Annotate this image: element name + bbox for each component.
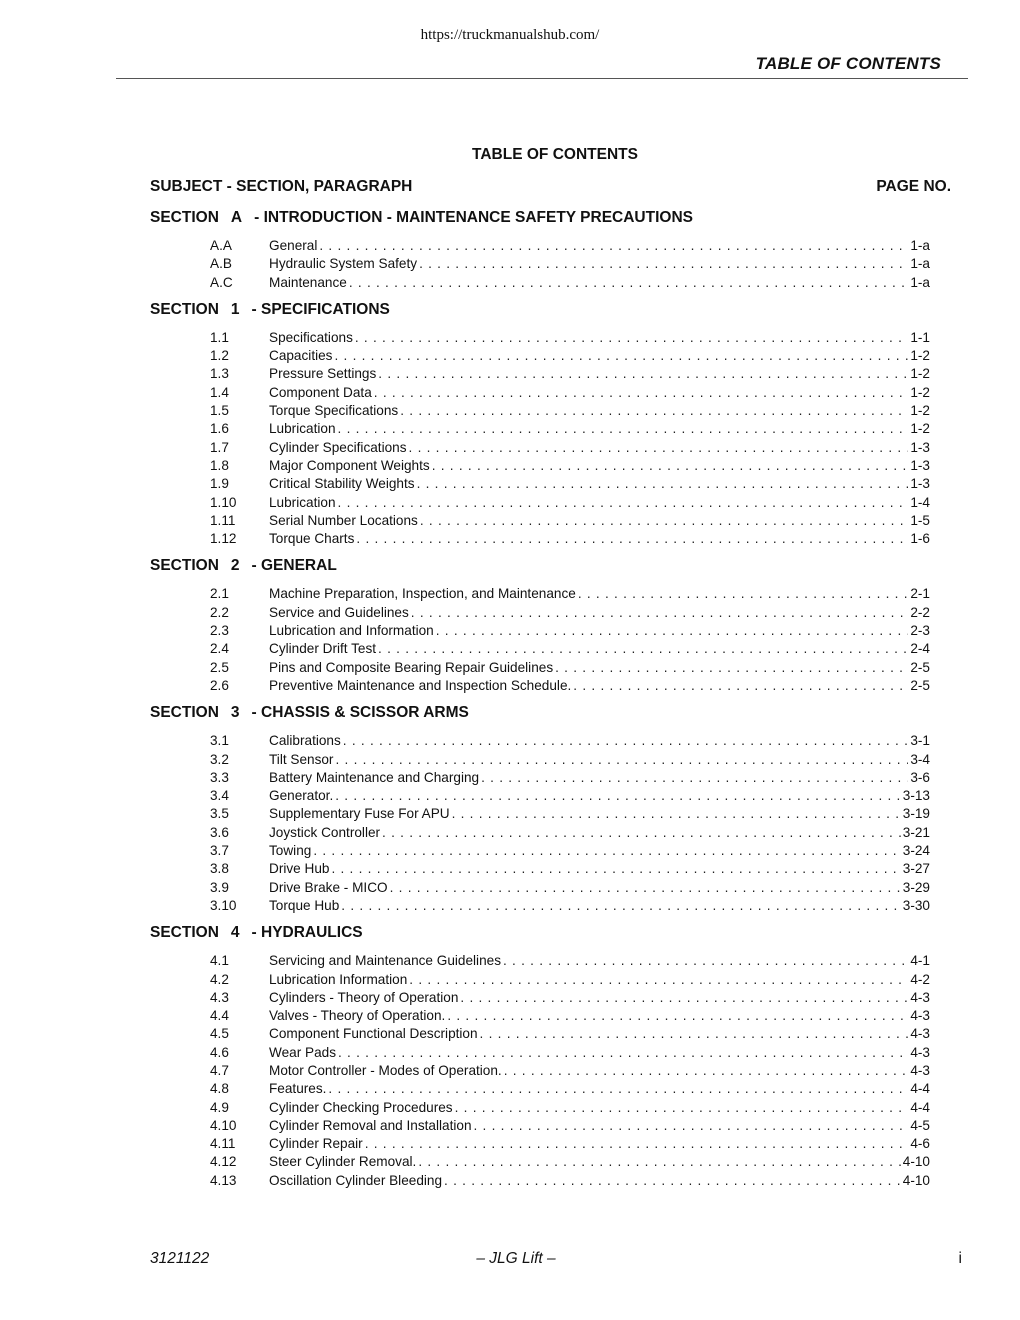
dot-leader (378, 640, 908, 658)
entry-title: Oscillation Cylinder Bleeding (269, 1172, 443, 1188)
dot-leader (503, 952, 908, 970)
entry-title: Cylinder Repair (269, 1136, 363, 1152)
entry-title: Drive Hub (269, 861, 330, 877)
entry-number: A.C (210, 274, 233, 290)
section-id: 3 (230, 704, 240, 722)
entry-title: Lubrication and Information (269, 623, 434, 639)
entry-title: Drive Brake - MICO (269, 879, 388, 895)
entry-title: Cylinders - Theory of Operation (269, 989, 459, 1005)
entry-number: 3.1 (210, 733, 229, 749)
entry-number: 4.7 (210, 1062, 229, 1078)
entry-number: 3.9 (210, 879, 229, 895)
entry-page-number: 3-24 (902, 843, 930, 859)
entry-number: 3.4 (210, 788, 229, 804)
entry-number: 3.2 (210, 751, 229, 767)
entry-page-number: 4-1 (910, 953, 930, 969)
subject-column-heading: SUBJECT - SECTION, PARAGRAPH (150, 178, 413, 195)
dot-leader (378, 365, 908, 383)
entry-page-number: 1-3 (910, 457, 930, 473)
toc-entry[interactable] (150, 860, 930, 878)
section-label: SECTION (150, 209, 219, 226)
toc-entry[interactable] (150, 1062, 930, 1080)
entry-title: Serial Number Locations (269, 512, 418, 528)
section-id: 4 (230, 924, 240, 942)
entry-title: Preventive Maintenance and Inspection Schedule. (269, 677, 572, 693)
entry-number: 1.11 (210, 512, 236, 528)
entry-page-number: 4-4 (910, 1099, 930, 1115)
entry-page-number: 3-6 (910, 769, 930, 785)
entry-page-number: 4-3 (910, 1008, 930, 1024)
dot-leader (382, 824, 901, 842)
toc-entry[interactable] (150, 1117, 930, 1135)
toc-entry[interactable] (150, 805, 930, 823)
toc-entry[interactable] (150, 677, 930, 695)
dot-leader (411, 604, 909, 622)
entry-number: 1.4 (210, 384, 229, 400)
dot-leader (343, 732, 909, 750)
toc-entry[interactable] (150, 897, 930, 915)
entry-page-number: 3-29 (902, 879, 930, 895)
entry-title: Machine Preparation, Inspection, and Maintenance (269, 586, 576, 602)
entry-page-number: 1-4 (910, 494, 930, 510)
entry-title: General (269, 238, 318, 253)
entry-number: 3.7 (210, 843, 229, 859)
section-label: SECTION (150, 557, 219, 575)
header-divider (116, 78, 968, 79)
toc-entry[interactable] (150, 274, 930, 292)
dot-leader (455, 1099, 909, 1117)
entry-page-number: 4-3 (910, 1062, 930, 1078)
entry-title: Pressure Settings (269, 366, 377, 382)
entry-number: 3.3 (210, 769, 229, 785)
section-heading[interactable] (150, 556, 930, 576)
entry-page-number: 1-5 (910, 512, 930, 528)
entry-title: Major Component Weights (269, 457, 430, 473)
dot-leader (349, 274, 909, 292)
section-title: - GENERAL (251, 557, 337, 575)
entry-number: 1.1 (210, 329, 229, 345)
entry-page-number: 2-2 (910, 604, 930, 620)
entry-number: 1.10 (210, 494, 237, 510)
toc-entry[interactable] (150, 1099, 930, 1117)
toc-entry[interactable] (150, 420, 930, 438)
entry-page-number: 4-3 (910, 989, 930, 1005)
dot-leader (474, 1117, 909, 1135)
toc-section (150, 556, 930, 695)
entry-number: 1.7 (210, 439, 229, 455)
entry-page-number: 1-3 (910, 476, 930, 492)
entry-title: Component Data (269, 384, 372, 400)
dot-leader (409, 439, 909, 457)
toc-entry[interactable] (150, 971, 930, 989)
entry-page-number: 4-5 (910, 1117, 930, 1133)
toc-entry[interactable] (150, 494, 930, 512)
entry-title: Towing (269, 843, 312, 859)
entry-number: 2.5 (210, 659, 229, 675)
entry-title: Capacities (269, 348, 333, 364)
entry-number: 4.1 (210, 953, 229, 969)
entry-title: Supplementary Fuse For APU (269, 806, 450, 822)
section-label: SECTION (150, 704, 219, 722)
toc-entry[interactable] (150, 659, 930, 677)
dot-leader (436, 622, 909, 640)
dot-leader (447, 1007, 908, 1025)
dot-leader (356, 530, 908, 548)
dot-leader (400, 402, 908, 420)
toc-entry[interactable] (150, 237, 930, 255)
entry-page-number: 3-13 (902, 788, 930, 804)
dot-leader (334, 347, 908, 365)
entry-number: 3.5 (210, 806, 229, 822)
section-heading[interactable] (150, 703, 930, 723)
entry-page-number: 2-3 (910, 623, 930, 639)
toc-entry[interactable] (150, 879, 930, 897)
section-id: 1 (230, 300, 240, 318)
toc-section (150, 208, 930, 292)
toc-entry[interactable] (150, 329, 930, 347)
dot-leader (452, 805, 901, 823)
entry-page-number: 3-4 (910, 751, 930, 767)
toc-entry[interactable] (150, 365, 930, 383)
entry-title: Steer Cylinder Removal. (269, 1154, 417, 1170)
entry-page-number: 1-2 (910, 403, 930, 419)
entry-number: 1.3 (210, 366, 229, 382)
dot-leader (444, 1172, 901, 1190)
entry-number: 1.5 (210, 403, 229, 419)
entry-number: 1.9 (210, 476, 229, 492)
dot-leader (419, 255, 908, 273)
entry-page-number: 4-2 (910, 971, 930, 987)
toc-entry[interactable] (150, 751, 930, 769)
column-headings (150, 178, 951, 196)
entry-number: A.B (210, 256, 232, 272)
dot-leader (480, 1025, 909, 1043)
entry-page-number: 3-1 (910, 733, 930, 749)
table-of-contents (150, 208, 930, 1198)
entry-page-number: 2-5 (910, 659, 930, 675)
dot-leader (313, 842, 900, 860)
entry-page-number: 4-6 (910, 1136, 930, 1152)
toc-section (150, 703, 930, 915)
toc-entry[interactable] (150, 1172, 930, 1190)
toc-entry[interactable] (150, 512, 930, 530)
dot-leader (460, 989, 908, 1007)
entry-page-number: 1-2 (910, 421, 930, 437)
entry-number: 4.13 (210, 1172, 237, 1188)
entry-title: Lubrication Information (269, 971, 408, 987)
entry-number: 3.8 (210, 861, 229, 877)
entry-title: Critical Stability Weights (269, 476, 415, 492)
entry-number: 1.6 (210, 421, 229, 437)
entry-title: Cylinder Checking Procedures (269, 1099, 453, 1115)
dot-leader (338, 494, 909, 512)
toc-entry[interactable] (150, 640, 930, 658)
entry-page-number: 4-10 (902, 1154, 930, 1170)
entry-title: Tilt Sensor (269, 751, 334, 767)
toc-entry[interactable] (150, 402, 930, 420)
toc-entry[interactable] (150, 255, 930, 273)
page-number-column-heading: PAGE NO. (876, 178, 951, 195)
entry-number: 4.12 (210, 1154, 237, 1170)
entry-page-number: 1-3 (910, 439, 930, 455)
section-title: - CHASSIS & SCISSOR ARMS (251, 704, 469, 722)
entry-page-number: 1-1 (910, 329, 930, 345)
entry-page-number: 2-1 (910, 586, 930, 602)
entry-title: Servicing and Maintenance Guidelines (269, 953, 501, 969)
entry-title: Wear Pads (269, 1044, 336, 1060)
entry-page-number: 3-21 (902, 824, 930, 840)
dot-leader (374, 384, 909, 402)
dot-leader (481, 769, 908, 787)
toc-entry[interactable] (150, 1153, 930, 1171)
entry-number: 4.10 (210, 1117, 237, 1133)
toc-entry[interactable] (150, 439, 930, 457)
dot-leader (331, 860, 900, 878)
dot-leader (338, 420, 909, 438)
dot-leader (338, 1044, 908, 1062)
dot-leader (418, 1153, 900, 1171)
entry-number: 4.9 (210, 1099, 229, 1115)
entry-title: Torque Charts (269, 531, 355, 547)
entry-page-number: 1-2 (910, 366, 930, 382)
dot-leader (319, 237, 908, 255)
footer-publisher: – JLG Lift – (476, 1250, 556, 1267)
dot-leader (578, 585, 909, 603)
dot-leader (420, 512, 908, 530)
entry-page-number: 4-10 (902, 1172, 930, 1188)
entry-page-number: 1-a (910, 238, 930, 253)
toc-entry[interactable] (150, 824, 930, 842)
toc-section (150, 923, 930, 1190)
entry-number: 2.1 (210, 586, 229, 602)
entry-title: Service and Guidelines (269, 604, 409, 620)
entry-number: 1.2 (210, 348, 229, 364)
entry-title: Valves - Theory of Operation. (269, 1008, 446, 1024)
toc-entry[interactable] (150, 530, 930, 548)
entry-number: 1.12 (210, 531, 237, 547)
dot-leader (365, 1135, 909, 1153)
toc-entry[interactable] (150, 622, 930, 640)
entry-title: Features. (269, 1081, 327, 1097)
entry-page-number: 3-27 (902, 861, 930, 877)
dot-leader (328, 1080, 908, 1098)
document-number: 3121122 (150, 1250, 210, 1267)
section-id: A (230, 209, 243, 226)
dot-leader (573, 677, 908, 695)
toc-entry[interactable] (150, 347, 930, 365)
entry-title: Maintenance (269, 274, 347, 290)
entry-title: Cylinder Drift Test (269, 641, 377, 657)
page-title: TABLE OF CONTENTS (472, 146, 638, 163)
entry-title: Specifications (269, 329, 353, 345)
toc-entry[interactable] (150, 989, 930, 1007)
section-heading[interactable] (150, 923, 930, 943)
section-heading[interactable] (150, 208, 930, 228)
entry-title: Cylinder Specifications (269, 439, 407, 455)
entry-title: Cylinder Removal and Installation (269, 1117, 472, 1133)
entry-number: 4.3 (210, 989, 229, 1005)
toc-entry[interactable] (150, 842, 930, 860)
entry-number: 2.2 (210, 604, 229, 620)
section-title: - HYDRAULICS (251, 924, 363, 942)
toc-entry[interactable] (150, 384, 930, 402)
toc-entry[interactable] (150, 787, 930, 805)
entry-page-number: 4-3 (910, 1026, 930, 1042)
entry-number: 3.10 (210, 897, 237, 913)
section-title: - INTRODUCTION - MAINTENANCE SAFETY PRECAUTIONS (254, 209, 693, 226)
toc-entry[interactable] (150, 457, 930, 475)
toc-entry[interactable] (150, 585, 930, 603)
entry-title: Torque Hub (269, 897, 340, 913)
entry-page-number: 1-6 (910, 531, 930, 547)
entry-page-number: 1-a (910, 274, 930, 290)
entry-number: 4.11 (210, 1136, 236, 1152)
dot-leader (390, 879, 901, 897)
entry-number: 3.6 (210, 824, 229, 840)
entry-number: A.A (210, 238, 232, 253)
dot-leader (341, 897, 901, 915)
entry-title: Torque Specifications (269, 403, 399, 419)
section-title: - SPECIFICATIONS (251, 300, 390, 318)
entry-title: Calibrations (269, 733, 341, 749)
page-number: i (958, 1250, 962, 1267)
toc-entry[interactable] (150, 604, 930, 622)
entry-page-number: 2-5 (910, 677, 930, 693)
dot-leader (432, 457, 909, 475)
entry-page-number: 4-4 (910, 1081, 930, 1097)
toc-entry[interactable] (150, 1025, 930, 1043)
entry-title: Pins and Composite Bearing Repair Guidelines (269, 659, 554, 675)
entry-number: 2.4 (210, 641, 229, 657)
toc-entry[interactable] (150, 769, 930, 787)
entry-page-number: 3-19 (902, 806, 930, 822)
entry-number: 4.2 (210, 971, 229, 987)
toc-entry[interactable] (150, 475, 930, 493)
entry-page-number: 1-2 (910, 384, 930, 400)
dot-leader (504, 1062, 909, 1080)
toc-entry[interactable] (150, 1044, 930, 1062)
dot-leader (555, 659, 908, 677)
entry-number: 4.5 (210, 1026, 229, 1042)
entry-page-number: 2-4 (910, 641, 930, 657)
dot-leader (409, 971, 908, 989)
toc-entry[interactable] (150, 952, 930, 970)
source-url: https://truckmanualshub.com/ (420, 27, 600, 43)
entry-title: Hydraulic System Safety (269, 256, 418, 272)
section-label: SECTION (150, 300, 219, 318)
entry-page-number: 1-a (910, 256, 930, 272)
entry-title: Joystick Controller (269, 824, 381, 840)
entry-number: 4.8 (210, 1081, 229, 1097)
entry-title: Component Functional Description (269, 1026, 478, 1042)
toc-entry[interactable] (150, 732, 930, 750)
section-id: 2 (230, 557, 240, 575)
toc-entry[interactable] (150, 1007, 930, 1025)
entry-title: Battery Maintenance and Charging (269, 769, 480, 785)
dot-leader (417, 475, 909, 493)
section-heading[interactable] (150, 300, 930, 320)
entry-number: 2.6 (210, 677, 229, 693)
entry-title: Lubrication (269, 421, 336, 437)
entry-number: 4.4 (210, 1008, 229, 1024)
entry-number: 4.6 (210, 1044, 229, 1060)
dot-leader (335, 751, 908, 769)
dot-leader (335, 787, 901, 805)
entry-number: 1.8 (210, 457, 229, 473)
toc-section (150, 300, 930, 549)
entry-page-number: 1-2 (910, 348, 930, 364)
toc-entry[interactable] (150, 1135, 930, 1153)
section-label: SECTION (150, 924, 219, 942)
entry-number: 2.3 (210, 623, 229, 639)
entry-title: Generator. (269, 788, 334, 804)
dot-leader (355, 329, 908, 347)
entry-title: Lubrication (269, 494, 336, 510)
entry-page-number: 3-30 (902, 897, 930, 913)
entry-page-number: 4-3 (910, 1044, 930, 1060)
running-header-title: TABLE OF CONTENTS (755, 54, 941, 73)
toc-entry[interactable] (150, 1080, 930, 1098)
entry-title: Motor Controller - Modes of Operation. (269, 1062, 502, 1078)
